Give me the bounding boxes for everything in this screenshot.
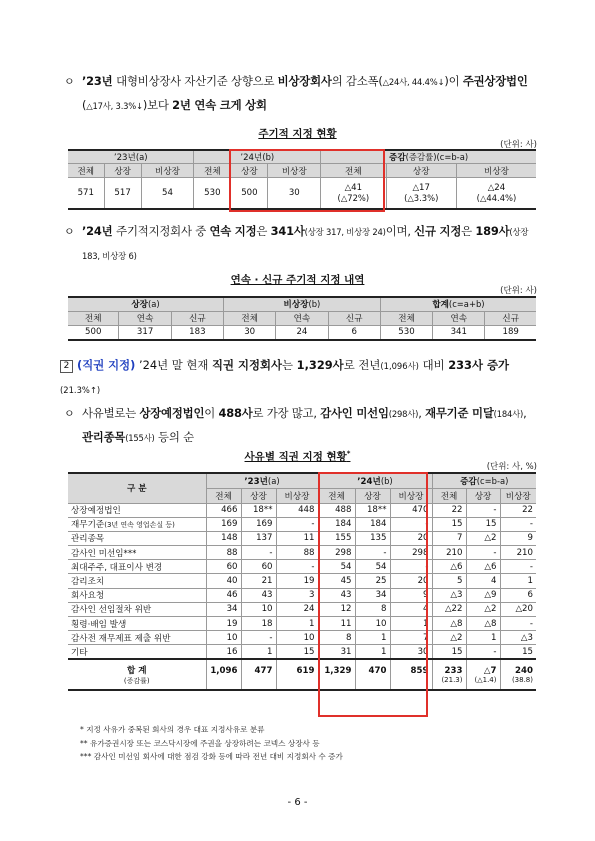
footnote: * 지정 사유가 중복된 회사의 경우 대표 지정사유로 분류 — [80, 725, 265, 734]
row-label: 감사인 미선임*** — [68, 546, 206, 560]
cell: △2 — [466, 602, 500, 616]
col-header: 비상장 — [268, 164, 321, 178]
column-header-row — [68, 164, 536, 178]
group-header-change: 증감(c=b-a) — [432, 473, 536, 488]
footnotes — [80, 723, 343, 764]
cell: 5 — [432, 574, 466, 588]
table-row — [68, 546, 536, 560]
cell: 619 — [276, 659, 318, 690]
text-run: 대비 — [418, 358, 449, 372]
text-run: 신규 지정 — [414, 224, 462, 238]
group-header-2023: ’23년(a) — [206, 473, 318, 488]
row-label: 감사전 재무제표 제출 위반 — [68, 631, 206, 645]
row-label: 상장예정법인 — [68, 503, 206, 517]
col-header: 신규 — [328, 311, 380, 325]
paragraph-body — [66, 220, 536, 268]
table-row — [68, 645, 536, 659]
col-header: 전체 — [68, 311, 119, 325]
unit-label: (단위: 사) — [500, 140, 537, 150]
col-header: 상장 — [386, 164, 456, 178]
text-run: 비상장회사 — [277, 74, 332, 88]
bullet-mark: ㅇ — [64, 407, 75, 420]
cell: 1,329 — [318, 659, 355, 690]
cell: 7 — [432, 531, 466, 545]
cell: 10 — [206, 631, 241, 645]
col-header: 상장 — [466, 488, 500, 503]
cell: 317 — [119, 325, 171, 340]
col-header: 비상장 — [390, 488, 432, 503]
text-run: 233사 증가 — [448, 358, 509, 372]
cell: 210 — [500, 546, 536, 560]
cell: 571 — [68, 178, 104, 209]
text-run: 주기적지정회사 중 — [116, 224, 210, 238]
col-header: 비상장 — [456, 164, 536, 178]
col-header: 비상장 — [141, 164, 194, 178]
text-run: ’24년 — [82, 224, 117, 238]
cell: 45 — [318, 574, 355, 588]
cell: 9 — [390, 588, 432, 602]
cell: 8 — [355, 602, 390, 616]
cell: △6 — [466, 560, 500, 574]
cell: - — [500, 617, 536, 631]
group-header-2024: ’24년(b) — [194, 150, 321, 164]
cell: 1 — [355, 645, 390, 659]
table-title-reasons: 사유별 직권 지정 현황* — [244, 449, 351, 463]
text-run: , — [523, 406, 527, 420]
cell: 88 — [206, 546, 241, 560]
cell: 183 — [171, 325, 223, 340]
cell: 148 — [206, 531, 241, 545]
text-run: ’24년 말 현재 — [135, 358, 213, 372]
cell: 19 — [206, 617, 241, 631]
cell: 30 — [390, 645, 432, 659]
cell: 1,096 — [206, 659, 241, 690]
text-run: 는 — [282, 358, 297, 372]
cell: 500 — [68, 325, 119, 340]
col-header: 비상장 — [500, 488, 536, 503]
cell: - — [241, 631, 276, 645]
cell: 43 — [318, 588, 355, 602]
cell: - — [466, 503, 500, 517]
text-run: (상장 317, 비상장 24) — [304, 227, 386, 237]
cell: △24 (△44.4%) — [456, 178, 536, 209]
cell: 7 — [390, 631, 432, 645]
col-header: 상장 — [355, 488, 390, 503]
bullet-mark: ㅇ — [64, 75, 75, 88]
text-run: 의 감소폭( — [331, 74, 383, 88]
cell: △17 (△3.3%) — [386, 178, 456, 209]
bullet-mark: ㅇ — [64, 225, 75, 238]
cell: 18 — [241, 617, 276, 631]
col-header: 전체 — [206, 488, 241, 503]
col-header: 전체 — [321, 164, 386, 178]
cell: 19 — [276, 574, 318, 588]
total-label: 합 계 (증감률) — [68, 659, 206, 690]
col-header: 전체 — [432, 488, 466, 503]
row-label: 횡령·배임 발생 — [68, 617, 206, 631]
cell: 40 — [206, 574, 241, 588]
text-run: , — [418, 406, 426, 420]
table-row — [68, 503, 536, 517]
table-row — [68, 631, 536, 645]
text-run: 189사 — [475, 224, 510, 238]
table-row — [68, 574, 536, 588]
text-run: 2년 연속 크게 상회 — [172, 98, 267, 112]
cell: 488 — [318, 503, 355, 517]
section-label: (직권 지정) — [77, 358, 136, 372]
cell: 477 — [241, 659, 276, 690]
cell: 298 — [318, 546, 355, 560]
page-number: - 6 - — [287, 797, 308, 808]
cell: - — [241, 546, 276, 560]
cell: 25 — [355, 574, 390, 588]
cell: - — [276, 560, 318, 574]
text-run: 감사인 미선임 — [320, 406, 389, 420]
footnote: *** 감사인 미선임 회사에 대한 점검 강화 등에 따라 전년 대비 지정회사 수 증가 — [80, 752, 343, 761]
cell: 22 — [432, 503, 466, 517]
row-label: 감사인 선임절차 위반 — [68, 602, 206, 616]
row-label: 최대주주, 대표이사 변경 — [68, 560, 206, 574]
table-row — [68, 178, 536, 209]
unit-label: (단위: 사) — [500, 286, 537, 296]
text-run: (21.3%↑) — [60, 385, 101, 395]
cell: 448 — [276, 503, 318, 517]
row-label: 회사요청 — [68, 588, 206, 602]
cell: 54 — [318, 560, 355, 574]
cell: △8 — [432, 617, 466, 631]
cell: 210 — [432, 546, 466, 560]
text-run: (1,096사) — [380, 361, 419, 371]
cell: 135 — [355, 531, 390, 545]
cell: △41 (△72%) — [321, 178, 386, 209]
cell: 15 — [432, 645, 466, 659]
cell: 30 — [224, 325, 276, 340]
cell: 3 — [276, 588, 318, 602]
cell: 22 — [500, 503, 536, 517]
cell: 470 — [390, 503, 432, 517]
text-run: 로 가장 많고, — [252, 406, 321, 420]
cell: 500 — [231, 178, 268, 209]
cell: - — [466, 645, 500, 659]
cell: 60 — [206, 560, 241, 574]
table-row — [68, 602, 536, 616]
paragraph-consecutive-new-designation — [66, 220, 536, 268]
section-number-box: 2 — [60, 360, 73, 373]
cell: 4 — [466, 574, 500, 588]
col-header: 비상장 — [276, 488, 318, 503]
row-label: 재무기준(3년 연속 영업손실 등) — [68, 517, 206, 531]
cell: 18** — [241, 503, 276, 517]
section-ex-officio-designation — [60, 354, 540, 402]
text-run: 488사 — [218, 406, 253, 420]
cell: 169 — [241, 517, 276, 531]
cell: △3 — [432, 588, 466, 602]
cell: 530 — [380, 325, 432, 340]
cell: - — [390, 517, 432, 531]
paragraph-large-unlisted-decrease — [66, 70, 536, 118]
text-run: )보다 — [142, 98, 173, 112]
text-run: (상장 183, 비상장 6) — [82, 227, 529, 261]
cell: 6 — [500, 588, 536, 602]
cell: - — [466, 546, 500, 560]
head-label: 구 분 — [68, 473, 206, 503]
text-run: 상장예정법인 — [139, 406, 205, 420]
cell: △8 — [466, 617, 500, 631]
column-header-row — [68, 311, 536, 325]
cell: 12 — [318, 602, 355, 616]
col-header: 전체 — [318, 488, 355, 503]
paragraph-reasons — [66, 402, 536, 450]
cell: 24 — [276, 325, 328, 340]
text-run: 1,329사 — [296, 358, 344, 372]
group-header-2023: ’23년(a) — [68, 150, 194, 164]
paragraph-body — [66, 70, 536, 118]
col-header: 전체 — [224, 311, 276, 325]
cell: 1 — [466, 631, 500, 645]
cell: △22 — [432, 602, 466, 616]
cell: 88 — [276, 546, 318, 560]
col-header: 상장 — [231, 164, 268, 178]
text-run: (184사) — [493, 409, 524, 419]
group-header-unlisted: 비상장(b) — [224, 297, 381, 311]
cell: △9 — [466, 588, 500, 602]
cell: 155 — [318, 531, 355, 545]
cell: 16 — [206, 645, 241, 659]
periodic-designation-table — [68, 149, 536, 210]
table-row — [68, 531, 536, 545]
cell: 34 — [206, 602, 241, 616]
text-run: ( — [82, 98, 87, 112]
text-run: 로 전년 — [343, 358, 381, 372]
group-header-2024: ’24년(b) — [318, 473, 432, 488]
paragraph-body — [66, 402, 536, 450]
cell: 15 — [276, 645, 318, 659]
text-run: 이 — [204, 406, 219, 420]
text-run: )이 — [444, 74, 463, 88]
cell: - — [500, 517, 536, 531]
cell: - — [390, 560, 432, 574]
cell: 530 — [194, 178, 231, 209]
cell: 15 — [466, 517, 500, 531]
table-row — [68, 588, 536, 602]
text-run: 은 — [256, 224, 271, 238]
text-run: △17사, 3.3%↓ — [86, 101, 143, 111]
consecutive-new-table — [68, 296, 536, 341]
text-run: 대형비상장사 자산기준 상향으로 — [116, 74, 278, 88]
cell: 466 — [206, 503, 241, 517]
col-header: 상장 — [104, 164, 141, 178]
cell: 859 — [390, 659, 432, 690]
cell: 1 — [241, 645, 276, 659]
text-run: (298사) — [388, 409, 419, 419]
col-header: 신규 — [485, 311, 536, 325]
cell: - — [500, 560, 536, 574]
total-row — [68, 659, 536, 690]
table-title-consecutive-new: 연속 · 신규 주기적 지정 내역 — [230, 274, 365, 286]
cell: 15 — [432, 517, 466, 531]
text-run: 주권상장법인 — [462, 74, 528, 88]
cell: △6 — [432, 560, 466, 574]
table-row — [68, 325, 536, 340]
cell: △7 (△1.4) — [466, 659, 500, 690]
cell: 43 — [241, 588, 276, 602]
text-run: 이며, — [385, 224, 415, 238]
col-header: 전체 — [68, 164, 104, 178]
text-run: 은 — [461, 224, 476, 238]
row-label: 관리종목 — [68, 531, 206, 545]
cell: 54 — [355, 560, 390, 574]
group-header-total: 합계(c=a+b) — [380, 297, 536, 311]
cell: 240 (38.8) — [500, 659, 536, 690]
cell: 24 — [276, 602, 318, 616]
reasons-designation-table — [68, 472, 536, 691]
cell: 8 — [318, 631, 355, 645]
text-run: (155사) — [125, 433, 155, 443]
cell: △3 — [500, 631, 536, 645]
cell: 10 — [276, 631, 318, 645]
cell: 298 — [390, 546, 432, 560]
cell: 517 — [104, 178, 141, 209]
group-header-change: 증감(증감률)(c=b-a) — [321, 150, 536, 164]
cell: 11 — [276, 531, 318, 545]
table-row — [68, 617, 536, 631]
cell: 21 — [241, 574, 276, 588]
table-title-periodic-designation: 주기적 지정 현황 — [258, 128, 337, 140]
text-run: 재무기준 미달 — [425, 406, 494, 420]
row-label: 기타 — [68, 645, 206, 659]
col-header: 연속 — [119, 311, 171, 325]
cell: 341 — [433, 325, 485, 340]
cell: 189 — [485, 325, 536, 340]
cell: △2 — [466, 531, 500, 545]
cell: 34 — [355, 588, 390, 602]
footnote: ** 유가증권시장 또는 코스닥시장에 주권을 상장하려는 코넥스 상장사 등 — [80, 738, 320, 748]
cell: 20 — [390, 531, 432, 545]
col-header: 전체 — [380, 311, 432, 325]
cell: 233 (21.3) — [432, 659, 466, 690]
row-label: 감리조치 — [68, 574, 206, 588]
cell: 10 — [355, 617, 390, 631]
cell: 30 — [268, 178, 321, 209]
cell: 20 — [390, 574, 432, 588]
group-header-listed: 상장(a) — [68, 297, 224, 311]
cell: 1 — [390, 617, 432, 631]
cell: 6 — [328, 325, 380, 340]
col-header: 연속 — [276, 311, 328, 325]
text-run: 등의 순 — [154, 430, 194, 444]
cell: △20 — [500, 602, 536, 616]
cell: 15 — [500, 645, 536, 659]
table-row — [68, 517, 536, 531]
cell: 4 — [390, 602, 432, 616]
cell: 137 — [241, 531, 276, 545]
cell: 31 — [318, 645, 355, 659]
col-header: 신규 — [171, 311, 223, 325]
cell: 46 — [206, 588, 241, 602]
cell: 1 — [276, 617, 318, 631]
cell: 470 — [355, 659, 390, 690]
cell: 10 — [241, 602, 276, 616]
cell: △2 — [432, 631, 466, 645]
text-run: 직권 지정회사 — [212, 358, 283, 372]
cell: 18** — [355, 503, 390, 517]
cell: 11 — [318, 617, 355, 631]
table-row — [68, 560, 536, 574]
text-run: 341사 — [270, 224, 305, 238]
cell: 184 — [318, 517, 355, 531]
col-header: 전체 — [194, 164, 231, 178]
cell: - — [355, 546, 390, 560]
cell: 1 — [500, 574, 536, 588]
text-run: 연속 지정 — [209, 224, 257, 238]
cell: - — [276, 517, 318, 531]
cell: 169 — [206, 517, 241, 531]
cell: 184 — [355, 517, 390, 531]
cell: 54 — [141, 178, 194, 209]
col-header: 연속 — [433, 311, 485, 325]
text-run: 관리종목 — [82, 430, 126, 444]
col-header: 상장 — [241, 488, 276, 503]
text-run: ’23년 — [82, 74, 117, 88]
cell: 1 — [355, 631, 390, 645]
cell: 60 — [241, 560, 276, 574]
text-run: △24사, 44.4%↓ — [382, 77, 445, 87]
text-run: 사유별로는 — [82, 406, 140, 420]
unit-label: (단위: 사, %) — [486, 462, 537, 472]
cell: 9 — [500, 531, 536, 545]
